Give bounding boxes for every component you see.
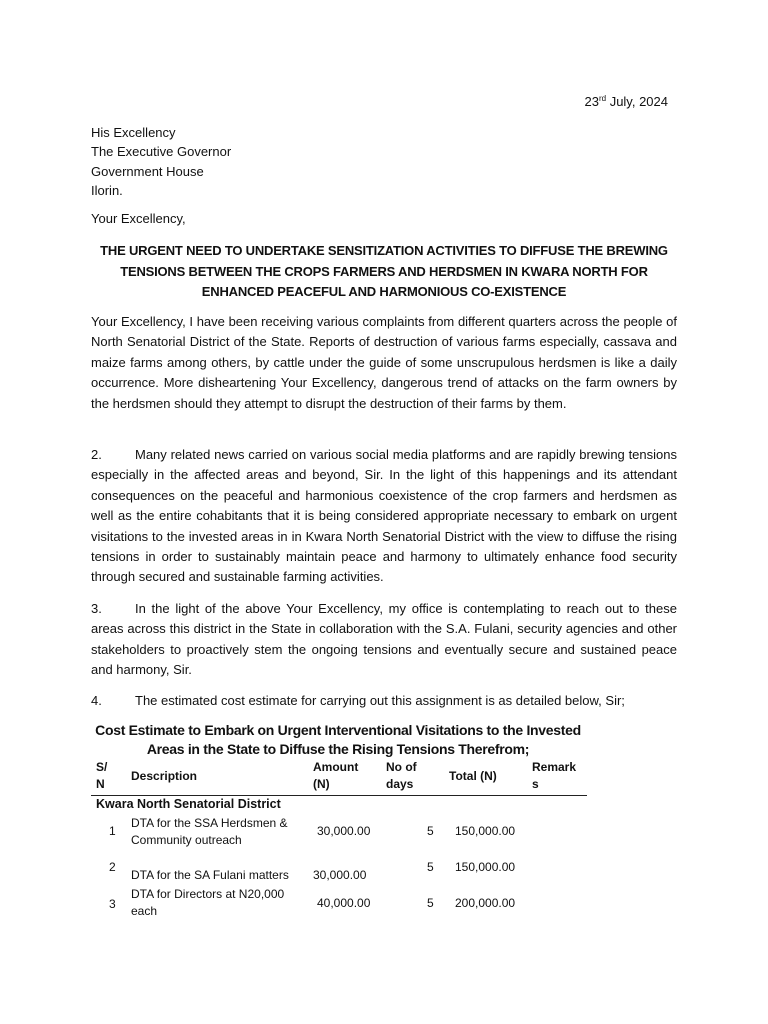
date-day: 23: [584, 94, 599, 109]
row-description: DTA for the SSA Herdsmen & Community outreach: [131, 816, 288, 847]
paragraph-number: 3.: [91, 601, 102, 616]
row-sn: 3: [109, 897, 116, 911]
paragraph-text: Many related news carried on various social media platforms and are rapidly brewing tensions especially in the affected areas and beyond, Sir. In the light of this happenings and its attendant consequences on the peaceful and harmonious coexistence of the crop farmers and herdsmen as well as the entire cohabitants that it is being considered appropriate necessary to embark on urgent visitations to the invested areas in in Kwara North Senatorial District with the view to diffuse the rising tensions in order to sustainably maintain peace and harmony to ultimately enhance food security through secured and sustainable farming activities.: [91, 447, 677, 585]
date-rest: July, 2024: [606, 94, 668, 109]
salutation: Your Excellency,: [91, 211, 186, 226]
cost-estimate-title: Cost Estimate to Embark on Urgent Interventional Visitations to the Invested Areas in the State to Diffuse the Rising Tensions Therefrom;: [95, 722, 581, 757]
header-amount: Amount (N): [313, 760, 359, 791]
paragraph-number: 2.: [91, 447, 102, 462]
section-heading: Kwara North Senatorial District: [96, 797, 281, 811]
row-amount: 30,000.00: [313, 868, 367, 882]
row-sn: 1: [109, 824, 116, 838]
date-suffix: rd: [598, 94, 607, 103]
recipient-address: [91, 123, 231, 201]
letter-subject: THE URGENT NEED TO UNDERTAKE SENSITIZATION ACTIVITIES TO DIFFUSE THE BREWING TENSIONS BETWEEN THE CROPS FARMERS AND HERDSMEN IN KWARA NORTH FOR ENHANCED PEACEFUL AND HARMONIOUS CO-EXISTENCE: [100, 243, 668, 299]
address-line: His Excellency: [91, 125, 176, 140]
header-remarks: Remark s: [532, 760, 577, 791]
row-amount: 40,000.00: [317, 896, 371, 910]
paragraph-2: [91, 445, 677, 588]
paragraph-4: [91, 691, 677, 711]
row-days: 5: [427, 824, 434, 838]
row-total: 200,000.00: [455, 896, 516, 910]
row-description: DTA for Directors at N20,000 each: [131, 887, 285, 918]
header-divider: [91, 795, 587, 796]
header-total: Total (N): [449, 769, 497, 783]
paragraph-text: The estimated cost estimate for carrying out this assignment is as detailed below, Sir;: [135, 693, 625, 708]
header-days: No of days: [386, 760, 417, 791]
row-total: 150,000.00: [455, 824, 516, 838]
paragraph-number: 4.: [91, 693, 102, 708]
address-line: Ilorin.: [91, 183, 123, 199]
header-description: Description: [131, 769, 198, 783]
header-sn: S/ N: [96, 760, 108, 791]
row-total: 150,000.00: [455, 860, 516, 874]
row-days: 5: [427, 896, 434, 910]
row-sn: 2: [109, 860, 116, 874]
paragraph-3: [91, 599, 677, 681]
address-line: Government House: [91, 163, 204, 179]
table-row: [91, 815, 587, 855]
paragraph-text: In the light of the above Your Excellency, my office is contemplating to reach out to these areas across this district in the State in collaboration with the S.A. Fulani, security agencies and other stakeholders to proactively stem the ongoing tensions and eventually secure and sustained peace and harmony, Sir.: [91, 601, 677, 678]
table-row: [91, 886, 587, 926]
letter-date: [584, 94, 668, 109]
row-amount: 30,000.00: [317, 824, 371, 838]
row-description: DTA for the SA Fulani matters: [131, 868, 289, 882]
paragraph-1: Your Excellency, I have been receiving various complaints from different quarters across the people of North Senatorial District of the State. Reports of destruction of various farms especially, cassava and maize farms among others, by cattle under the guide of some unscrupulous herdsmen is like a daily occurrence. More disheartening Your Excellency, dangerous trend of attacks on the farm owners by the herdsmen should they attempt to disrupt the destruction of their farms by them.: [91, 314, 677, 411]
row-days: 5: [427, 860, 434, 874]
address-line: The Executive Governor: [91, 144, 232, 160]
